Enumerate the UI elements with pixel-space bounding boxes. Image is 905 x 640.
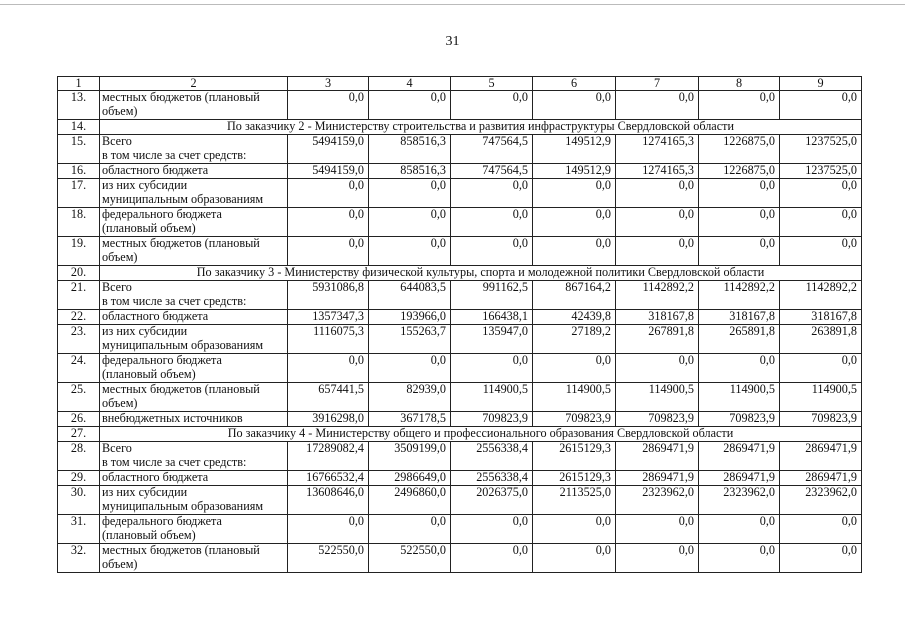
row-index: 26. (58, 412, 100, 427)
value-cell: 0,0 (451, 237, 533, 266)
row-label (100, 179, 288, 208)
page-number: 31 (445, 34, 460, 49)
value-cell: 3509199,0 (369, 442, 451, 471)
row-label-line: (плановый объем) (102, 527, 196, 542)
row-label-line: (плановый объем) (102, 220, 196, 235)
value-cell: 1237525,0 (780, 164, 862, 179)
value-cell: 149512,9 (533, 164, 616, 179)
value-cell: 2113525,0 (533, 486, 616, 515)
table-row (58, 383, 862, 412)
row-label-line: внебюджетных источников (102, 411, 243, 426)
value-cell: 0,0 (616, 91, 699, 120)
table-row (58, 412, 862, 427)
value-cell: 0,0 (780, 544, 862, 573)
row-label-line: местных бюджетов (плановый (102, 382, 260, 397)
header-cell: 1 (58, 77, 100, 91)
row-label (100, 281, 288, 310)
table-row (58, 310, 862, 325)
table-row (58, 208, 862, 237)
value-cell: 0,0 (699, 91, 780, 120)
value-cell: 709823,9 (533, 412, 616, 427)
value-cell: 1116075,3 (288, 325, 369, 354)
value-cell: 1142892,2 (780, 281, 862, 310)
header-cell: 2 (100, 77, 288, 91)
row-index: 20. (58, 266, 100, 281)
row-label (100, 471, 288, 486)
row-index: 17. (58, 179, 100, 208)
value-cell: 1142892,2 (616, 281, 699, 310)
header-cell: 3 (288, 77, 369, 91)
table-row (58, 354, 862, 383)
value-cell: 5494159,0 (288, 164, 369, 179)
section-title: По заказчику 4 - Министерству общего и профессионального образования Свердловской области (100, 427, 862, 442)
row-index: 14. (58, 120, 100, 135)
value-cell: 2869471,9 (780, 442, 862, 471)
value-cell: 709823,9 (699, 412, 780, 427)
value-cell: 2869471,9 (616, 442, 699, 471)
value-cell: 82939,0 (369, 383, 451, 412)
value-cell: 0,0 (451, 515, 533, 544)
value-cell: 0,0 (780, 515, 862, 544)
header-cell: 5 (451, 77, 533, 91)
row-index: 27. (58, 427, 100, 442)
row-label-line: областного бюджета (102, 309, 209, 324)
value-cell: 858516,3 (369, 135, 451, 164)
row-index: 23. (58, 325, 100, 354)
value-cell: 0,0 (699, 544, 780, 573)
table-row (58, 91, 862, 120)
value-cell: 522550,0 (288, 544, 369, 573)
value-cell: 17289082,4 (288, 442, 369, 471)
value-cell: 2986649,0 (369, 471, 451, 486)
value-cell: 0,0 (451, 91, 533, 120)
table-row (58, 135, 862, 164)
row-label-line: в том числе за счет средств: (102, 147, 247, 162)
row-index: 29. (58, 471, 100, 486)
value-cell: 0,0 (369, 91, 451, 120)
header-row (58, 77, 862, 91)
value-cell: 644083,5 (369, 281, 451, 310)
value-cell: 155263,7 (369, 325, 451, 354)
value-cell: 0,0 (369, 515, 451, 544)
value-cell: 2496860,0 (369, 486, 451, 515)
value-cell: 0,0 (616, 237, 699, 266)
value-cell: 0,0 (699, 179, 780, 208)
row-label (100, 310, 288, 325)
row-label-line: областного бюджета (102, 163, 209, 178)
value-cell: 114900,5 (451, 383, 533, 412)
row-label (100, 544, 288, 573)
value-cell: 0,0 (699, 237, 780, 266)
value-cell: 3916298,0 (288, 412, 369, 427)
value-cell: 2615129,3 (533, 471, 616, 486)
value-cell: 0,0 (533, 354, 616, 383)
value-cell: 0,0 (369, 208, 451, 237)
value-cell: 318167,8 (780, 310, 862, 325)
value-cell: 0,0 (780, 354, 862, 383)
row-label-line: Всего (102, 280, 132, 295)
row-label-line: федерального бюджета (102, 514, 222, 529)
header-cell: 6 (533, 77, 616, 91)
row-label-line: местных бюджетов (плановый (102, 90, 260, 105)
value-cell: 267891,8 (616, 325, 699, 354)
row-label (100, 515, 288, 544)
value-cell: 2323962,0 (616, 486, 699, 515)
row-index: 32. (58, 544, 100, 573)
table-row (58, 179, 862, 208)
row-label (100, 237, 288, 266)
value-cell: 709823,9 (780, 412, 862, 427)
value-cell: 2323962,0 (699, 486, 780, 515)
value-cell: 193966,0 (369, 310, 451, 325)
value-cell: 0,0 (780, 179, 862, 208)
row-label-line: из них субсидии (102, 485, 188, 500)
value-cell: 0,0 (533, 237, 616, 266)
row-label (100, 325, 288, 354)
value-cell: 2869471,9 (699, 471, 780, 486)
value-cell: 747564,5 (451, 164, 533, 179)
value-cell: 5931086,8 (288, 281, 369, 310)
value-cell: 0,0 (699, 208, 780, 237)
row-label-line: объем) (102, 249, 138, 264)
row-label-line: объем) (102, 103, 138, 118)
row-label-line: федерального бюджета (102, 353, 222, 368)
budget-table (57, 76, 862, 573)
value-cell: 0,0 (369, 179, 451, 208)
row-label-line: Всего (102, 441, 132, 456)
row-label-line: федерального бюджета (102, 207, 222, 222)
value-cell: 2556338,4 (451, 442, 533, 471)
value-cell: 367178,5 (369, 412, 451, 427)
table-row (58, 325, 862, 354)
value-cell: 0,0 (616, 208, 699, 237)
value-cell: 0,0 (780, 208, 862, 237)
row-label-line: Всего (102, 134, 132, 149)
row-label-line: местных бюджетов (плановый (102, 236, 260, 251)
value-cell: 858516,3 (369, 164, 451, 179)
value-cell: 0,0 (369, 237, 451, 266)
row-index: 21. (58, 281, 100, 310)
top-rule (0, 4, 905, 5)
value-cell: 27189,2 (533, 325, 616, 354)
value-cell: 1226875,0 (699, 135, 780, 164)
value-cell: 2869471,9 (780, 471, 862, 486)
value-cell: 114900,5 (533, 383, 616, 412)
value-cell: 0,0 (780, 237, 862, 266)
value-cell: 0,0 (288, 208, 369, 237)
value-cell: 16766532,4 (288, 471, 369, 486)
row-label-line: из них субсидии (102, 178, 188, 193)
value-cell: 149512,9 (533, 135, 616, 164)
table-row (58, 281, 862, 310)
value-cell: 114900,5 (616, 383, 699, 412)
value-cell: 318167,8 (699, 310, 780, 325)
row-index: 16. (58, 164, 100, 179)
value-cell: 0,0 (533, 515, 616, 544)
section-row (58, 120, 862, 135)
table-row (58, 471, 862, 486)
value-cell: 2869471,9 (616, 471, 699, 486)
header-cell: 9 (780, 77, 862, 91)
row-label-line: объем) (102, 395, 138, 410)
value-cell: 991162,5 (451, 281, 533, 310)
section-title: По заказчику 2 - Министерству строительства и развития инфраструктуры Свердловской области (100, 120, 862, 135)
row-index: 31. (58, 515, 100, 544)
row-label-line: муниципальным образованиям (102, 498, 264, 513)
value-cell: 0,0 (451, 208, 533, 237)
row-index: 25. (58, 383, 100, 412)
value-cell: 0,0 (451, 179, 533, 208)
row-label (100, 208, 288, 237)
table-row (58, 164, 862, 179)
row-index: 28. (58, 442, 100, 471)
value-cell: 0,0 (533, 544, 616, 573)
table-row (58, 544, 862, 573)
value-cell: 13608646,0 (288, 486, 369, 515)
row-label-line: (плановый объем) (102, 366, 196, 381)
table-body (58, 77, 862, 573)
value-cell: 0,0 (616, 179, 699, 208)
value-cell: 1226875,0 (699, 164, 780, 179)
value-cell: 657441,5 (288, 383, 369, 412)
row-index: 19. (58, 237, 100, 266)
row-label-line: областного бюджета (102, 470, 209, 485)
row-index: 18. (58, 208, 100, 237)
row-label-line: муниципальным образованиям (102, 337, 264, 352)
row-index: 15. (58, 135, 100, 164)
row-index: 22. (58, 310, 100, 325)
value-cell: 5494159,0 (288, 135, 369, 164)
value-cell: 0,0 (451, 354, 533, 383)
row-label (100, 383, 288, 412)
value-cell: 0,0 (616, 354, 699, 383)
value-cell: 1274165,3 (616, 164, 699, 179)
value-cell: 0,0 (699, 515, 780, 544)
header-cell: 8 (699, 77, 780, 91)
row-label (100, 135, 288, 164)
value-cell: 522550,0 (369, 544, 451, 573)
value-cell: 709823,9 (451, 412, 533, 427)
value-cell: 1274165,3 (616, 135, 699, 164)
section-row (58, 266, 862, 281)
row-index: 13. (58, 91, 100, 120)
value-cell: 747564,5 (451, 135, 533, 164)
value-cell: 0,0 (533, 208, 616, 237)
value-cell: 114900,5 (780, 383, 862, 412)
row-label (100, 442, 288, 471)
value-cell: 1357347,3 (288, 310, 369, 325)
value-cell: 265891,8 (699, 325, 780, 354)
header-cell: 7 (616, 77, 699, 91)
value-cell: 0,0 (699, 354, 780, 383)
value-cell: 2026375,0 (451, 486, 533, 515)
row-label-line: местных бюджетов (плановый (102, 543, 260, 558)
row-label (100, 412, 288, 427)
table-row (58, 237, 862, 266)
value-cell: 709823,9 (616, 412, 699, 427)
value-cell: 2556338,4 (451, 471, 533, 486)
value-cell: 42439,8 (533, 310, 616, 325)
header-cell: 4 (369, 77, 451, 91)
value-cell: 263891,8 (780, 325, 862, 354)
row-label-line: в том числе за счет средств: (102, 293, 247, 308)
row-index: 24. (58, 354, 100, 383)
value-cell: 2323962,0 (780, 486, 862, 515)
row-label (100, 486, 288, 515)
row-label-line: в том числе за счет средств: (102, 454, 247, 469)
value-cell: 0,0 (533, 91, 616, 120)
value-cell: 867164,2 (533, 281, 616, 310)
table-row (58, 515, 862, 544)
section-row (58, 427, 862, 442)
value-cell: 0,0 (616, 544, 699, 573)
row-label-line: из них субсидии (102, 324, 188, 339)
value-cell: 0,0 (451, 544, 533, 573)
table-row (58, 442, 862, 471)
value-cell: 1142892,2 (699, 281, 780, 310)
value-cell: 2869471,9 (699, 442, 780, 471)
value-cell: 114900,5 (699, 383, 780, 412)
value-cell: 0,0 (616, 515, 699, 544)
value-cell: 166438,1 (451, 310, 533, 325)
value-cell: 0,0 (288, 237, 369, 266)
value-cell: 0,0 (533, 179, 616, 208)
row-label-line: объем) (102, 556, 138, 571)
section-title: По заказчику 3 - Министерству физической культуры, спорта и молодежной политики Свердловской области (100, 266, 862, 281)
value-cell: 0,0 (288, 91, 369, 120)
value-cell: 0,0 (288, 179, 369, 208)
value-cell: 0,0 (780, 91, 862, 120)
row-label (100, 91, 288, 120)
row-index: 30. (58, 486, 100, 515)
value-cell: 135947,0 (451, 325, 533, 354)
value-cell: 0,0 (288, 354, 369, 383)
value-cell: 2615129,3 (533, 442, 616, 471)
value-cell: 0,0 (369, 354, 451, 383)
table-row (58, 486, 862, 515)
value-cell: 0,0 (288, 515, 369, 544)
row-label-line: муниципальным образованиям (102, 191, 264, 206)
value-cell: 318167,8 (616, 310, 699, 325)
row-label (100, 354, 288, 383)
value-cell: 1237525,0 (780, 135, 862, 164)
row-label (100, 164, 288, 179)
